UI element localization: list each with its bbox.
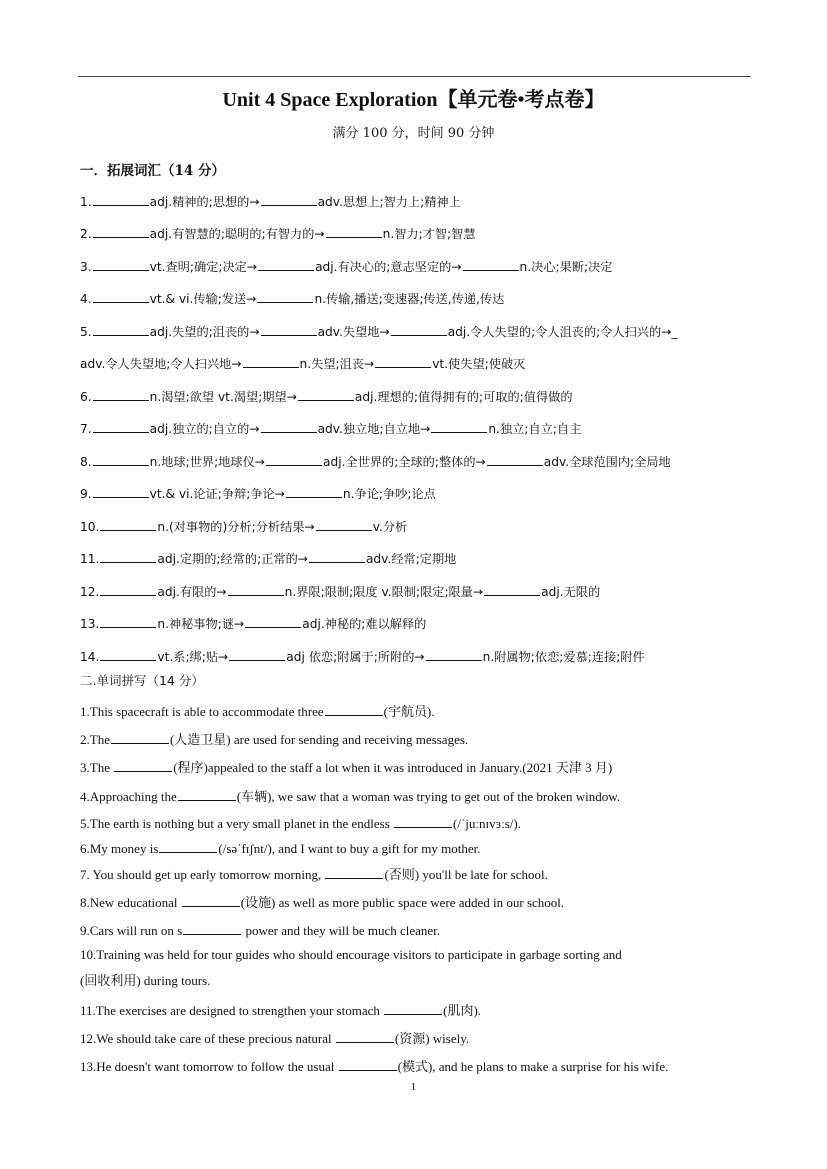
- answer-blank[interactable]: [114, 759, 172, 772]
- vocab-item: [80, 550, 456, 567]
- answer-blank[interactable]: [336, 1030, 394, 1043]
- item-text: v.分析: [372, 520, 408, 534]
- answer-blank[interactable]: [100, 518, 156, 531]
- item-text: 2.The: [80, 732, 110, 747]
- item-text: adj.令人失望的;令人沮丧的;令人扫兴的→: [447, 325, 672, 339]
- item-number: 7.: [80, 422, 92, 436]
- answer-blank[interactable]: [93, 290, 149, 303]
- spelling-item: [80, 759, 612, 776]
- answer-blank[interactable]: [266, 453, 322, 466]
- answer-blank[interactable]: [111, 731, 169, 744]
- answer-blank[interactable]: [258, 258, 314, 271]
- item-number: 5.: [80, 325, 92, 339]
- spelling-item: [80, 815, 521, 832]
- vocab-item: [80, 388, 573, 405]
- answer-blank[interactable]: [309, 550, 365, 563]
- item-text: (肌肉).: [443, 1003, 482, 1018]
- answer-blank[interactable]: [298, 388, 354, 401]
- answer-blank[interactable]: [93, 258, 149, 271]
- vocab-item: [80, 518, 407, 535]
- answer-blank[interactable]: [257, 290, 313, 303]
- vocab-item: [80, 615, 426, 632]
- item-text: n.智力;才智;智慧: [382, 227, 476, 241]
- spelling-item: [80, 973, 210, 989]
- item-number: 4.: [80, 292, 92, 306]
- answer-blank[interactable]: [261, 323, 317, 336]
- answer-blank[interactable]: [183, 922, 241, 935]
- item-text: 4.Approaching the: [80, 789, 177, 804]
- answer-blank[interactable]: [426, 648, 482, 661]
- answer-blank[interactable]: [93, 225, 149, 238]
- spelling-item: [80, 866, 548, 883]
- answer-blank[interactable]: [100, 583, 156, 596]
- answer-blank[interactable]: [100, 550, 156, 563]
- answer-blank[interactable]: [228, 583, 284, 596]
- item-text: adv.失望地→: [317, 325, 390, 339]
- item-text: adj.有决心的;意志坚定的→: [315, 260, 462, 274]
- vocab-item: [80, 420, 581, 437]
- item-text: 9.Cars will run on s: [80, 923, 183, 938]
- spelling-item: [80, 894, 564, 911]
- answer-blank[interactable]: [261, 193, 317, 206]
- item-text: (程序)appealed to the staff a lot when it was introduced in January.(2021 天津 3 月): [173, 760, 613, 775]
- item-text: (宇航员).: [383, 704, 435, 719]
- item-text: adj.失望的;沮丧的→: [149, 325, 260, 339]
- item-text: adv.思想上;智力上;精神上: [317, 195, 461, 209]
- item-text: 10.Training was held for tour guides who should encourage visitors to participate in garbage sorting and: [80, 947, 622, 962]
- item-text: n.地球;世界;地球仪→: [149, 455, 265, 469]
- answer-blank[interactable]: [339, 1058, 397, 1071]
- item-text: (/ˈjuːnɪvɜːs/).: [453, 816, 521, 831]
- vocab-item: [80, 225, 476, 242]
- item-text: (回收利用) during tours.: [80, 973, 211, 988]
- page-number: 1: [410, 1081, 417, 1093]
- spelling-item: [80, 840, 480, 857]
- vocab-item: [80, 355, 525, 372]
- item-text: adv.令人失望地;令人扫兴地→: [80, 357, 242, 371]
- vocab-item: [80, 453, 671, 470]
- item-number: 9.: [80, 487, 92, 501]
- answer-blank[interactable]: [391, 323, 447, 336]
- answer-blank[interactable]: [178, 788, 236, 801]
- item-text: adj 依恋;附属于;所附的→: [286, 650, 425, 664]
- answer-blank[interactable]: [463, 258, 519, 271]
- item-text: (否则) you'll be late for school.: [384, 867, 548, 882]
- vocab-item: [80, 583, 600, 600]
- answer-blank[interactable]: [384, 1002, 442, 1015]
- item-text: adv.独立地;自立地→: [317, 422, 431, 436]
- item-text: 1.This spacecraft is able to accommodate three: [80, 704, 324, 719]
- spelling-item: [80, 922, 440, 939]
- item-text: (人造卫星) are used for sending and receiving messages.: [169, 732, 469, 747]
- answer-blank[interactable]: [100, 648, 156, 661]
- item-text: 6.My money is: [80, 841, 159, 856]
- item-text: n.争论;争吵;论点: [342, 487, 436, 501]
- top-rule: [78, 76, 751, 77]
- item-number: 1.: [80, 195, 92, 209]
- answer-blank[interactable]: [326, 225, 382, 238]
- vocab-item: [80, 323, 677, 340]
- item-text: vt.& vi.论证;争辩;争论→: [149, 487, 285, 501]
- item-text: adv.全球范围内;全局地: [543, 455, 671, 469]
- item-text: n.附属物;依恋;爱慕;连接;附件: [482, 650, 645, 664]
- answer-blank[interactable]: [487, 453, 543, 466]
- answer-blank[interactable]: [93, 388, 149, 401]
- answer-blank[interactable]: [261, 420, 317, 433]
- item-text: vt.系;绑;贴→: [157, 650, 229, 664]
- answer-blank[interactable]: [100, 615, 156, 628]
- answer-blank[interactable]: [245, 615, 301, 628]
- item-text: n.独立;自立;自主: [488, 422, 582, 436]
- item-text: n.决心;果断;决定: [519, 260, 613, 274]
- answer-blank[interactable]: [93, 485, 149, 498]
- answer-blank[interactable]: [394, 815, 452, 828]
- vocab-item: [80, 485, 436, 502]
- exam-info: 满分 100 分，时间 90 分钟: [332, 126, 495, 141]
- item-text: adj.无限的: [541, 585, 601, 599]
- answer-blank[interactable]: [93, 323, 149, 336]
- spelling-item: [80, 947, 622, 963]
- item-text: n.失望;沮丧→: [299, 357, 375, 371]
- item-number: 14.: [80, 650, 100, 664]
- answer-blank[interactable]: [484, 583, 540, 596]
- spelling-item: [80, 1058, 668, 1075]
- item-text: (资源) wisely.: [394, 1031, 470, 1046]
- item-text: adj.独立的;自立的→: [149, 422, 260, 436]
- vocab-item: [80, 193, 461, 210]
- item-text: (/səˈfɪʃnt/), and I want to buy a gift for my mother.: [218, 841, 481, 856]
- item-text: 3.The: [80, 760, 114, 775]
- item-text: adj.全世界的;全球的;整体的→: [322, 455, 486, 469]
- item-text: n.(对事物的)分析;分析结果→: [157, 520, 315, 534]
- item-text: 13.He doesn't want tomorrow to follow the usual: [80, 1059, 338, 1074]
- answer-blank[interactable]: [229, 648, 285, 661]
- item-text: adj.有限的→: [157, 585, 227, 599]
- item-number: 13.: [80, 617, 100, 631]
- item-text: vt.& vi.传输;发送→: [149, 292, 257, 306]
- answer-blank[interactable]: [316, 518, 372, 531]
- item-text: 7. You should get up early tomorrow morning,: [80, 867, 325, 882]
- item-number: 3.: [80, 260, 92, 274]
- item-text: adv.经常;定期地: [365, 552, 457, 566]
- item-number: 8.: [80, 455, 92, 469]
- item-text: adj.神秘的;难以解释的: [302, 617, 427, 631]
- item-text: _: [671, 325, 678, 339]
- answer-blank[interactable]: [93, 453, 149, 466]
- item-text: n.界限;限制;限度 v.限制;限定;限量→: [284, 585, 484, 599]
- item-number: 2.: [80, 227, 92, 241]
- answer-blank[interactable]: [159, 840, 217, 853]
- answer-blank[interactable]: [431, 420, 487, 433]
- item-text: power and they will be much cleaner.: [242, 923, 441, 938]
- vocab-item: [80, 290, 504, 307]
- page-title: Unit 4 Space Exploration【单元卷•考点卷】: [222, 89, 605, 111]
- item-text: (模式), and he plans to make a surprise for his wife.: [397, 1059, 669, 1074]
- item-text: adj.理想的;值得拥有的;可取的;值得做的: [354, 390, 573, 404]
- section2-heading: 二.单词拼写（14 分）: [80, 673, 204, 688]
- answer-blank[interactable]: [182, 894, 240, 907]
- item-text: vt.使失望;使破灭: [432, 357, 526, 371]
- vocab-item: [80, 648, 645, 665]
- item-text: adj.定期的;经常的;正常的→: [157, 552, 308, 566]
- spelling-item: [80, 1030, 469, 1047]
- answer-blank[interactable]: [325, 866, 383, 879]
- item-text: n.渴望;欲望 vt.渴望;期望→: [149, 390, 297, 404]
- item-text: adj.有智慧的;聪明的;有智力的→: [149, 227, 325, 241]
- vocab-item: [80, 258, 612, 275]
- item-text: 5.The earth is nothing but a very small planet in the endless: [80, 816, 394, 831]
- item-text: (车辆), we saw that a woman was trying to get out of the broken window.: [236, 789, 621, 804]
- answer-blank[interactable]: [243, 355, 299, 368]
- spelling-item: [80, 1002, 481, 1019]
- item-text: 11.The exercises are designed to strengthen your stomach: [80, 1003, 384, 1018]
- spelling-item: [80, 703, 435, 720]
- spelling-item: [80, 731, 468, 748]
- item-number: 10.: [80, 520, 100, 534]
- item-text: 8.New educational: [80, 895, 181, 910]
- answer-blank[interactable]: [286, 485, 342, 498]
- item-number: 11.: [80, 552, 100, 566]
- section1-heading: 一．拓展词汇（14 分）: [80, 163, 225, 179]
- item-text: 12.We should take care of these precious natural: [80, 1031, 335, 1046]
- item-text: n.传输,播送;变速器;传送,传递,传达: [314, 292, 505, 306]
- item-text: vt.查明;确定;决定→: [149, 260, 258, 274]
- item-text: n.神秘事物;谜→: [157, 617, 245, 631]
- spelling-item: [80, 788, 620, 805]
- answer-blank[interactable]: [93, 420, 149, 433]
- item-number: 12.: [80, 585, 100, 599]
- item-text: (设施) as well as more public space were added in our school.: [240, 895, 565, 910]
- item-text: adj.精神的;思想的→: [149, 195, 260, 209]
- answer-blank[interactable]: [325, 703, 383, 716]
- answer-blank[interactable]: [375, 355, 431, 368]
- item-number: 6.: [80, 390, 92, 404]
- answer-blank[interactable]: [93, 193, 149, 206]
